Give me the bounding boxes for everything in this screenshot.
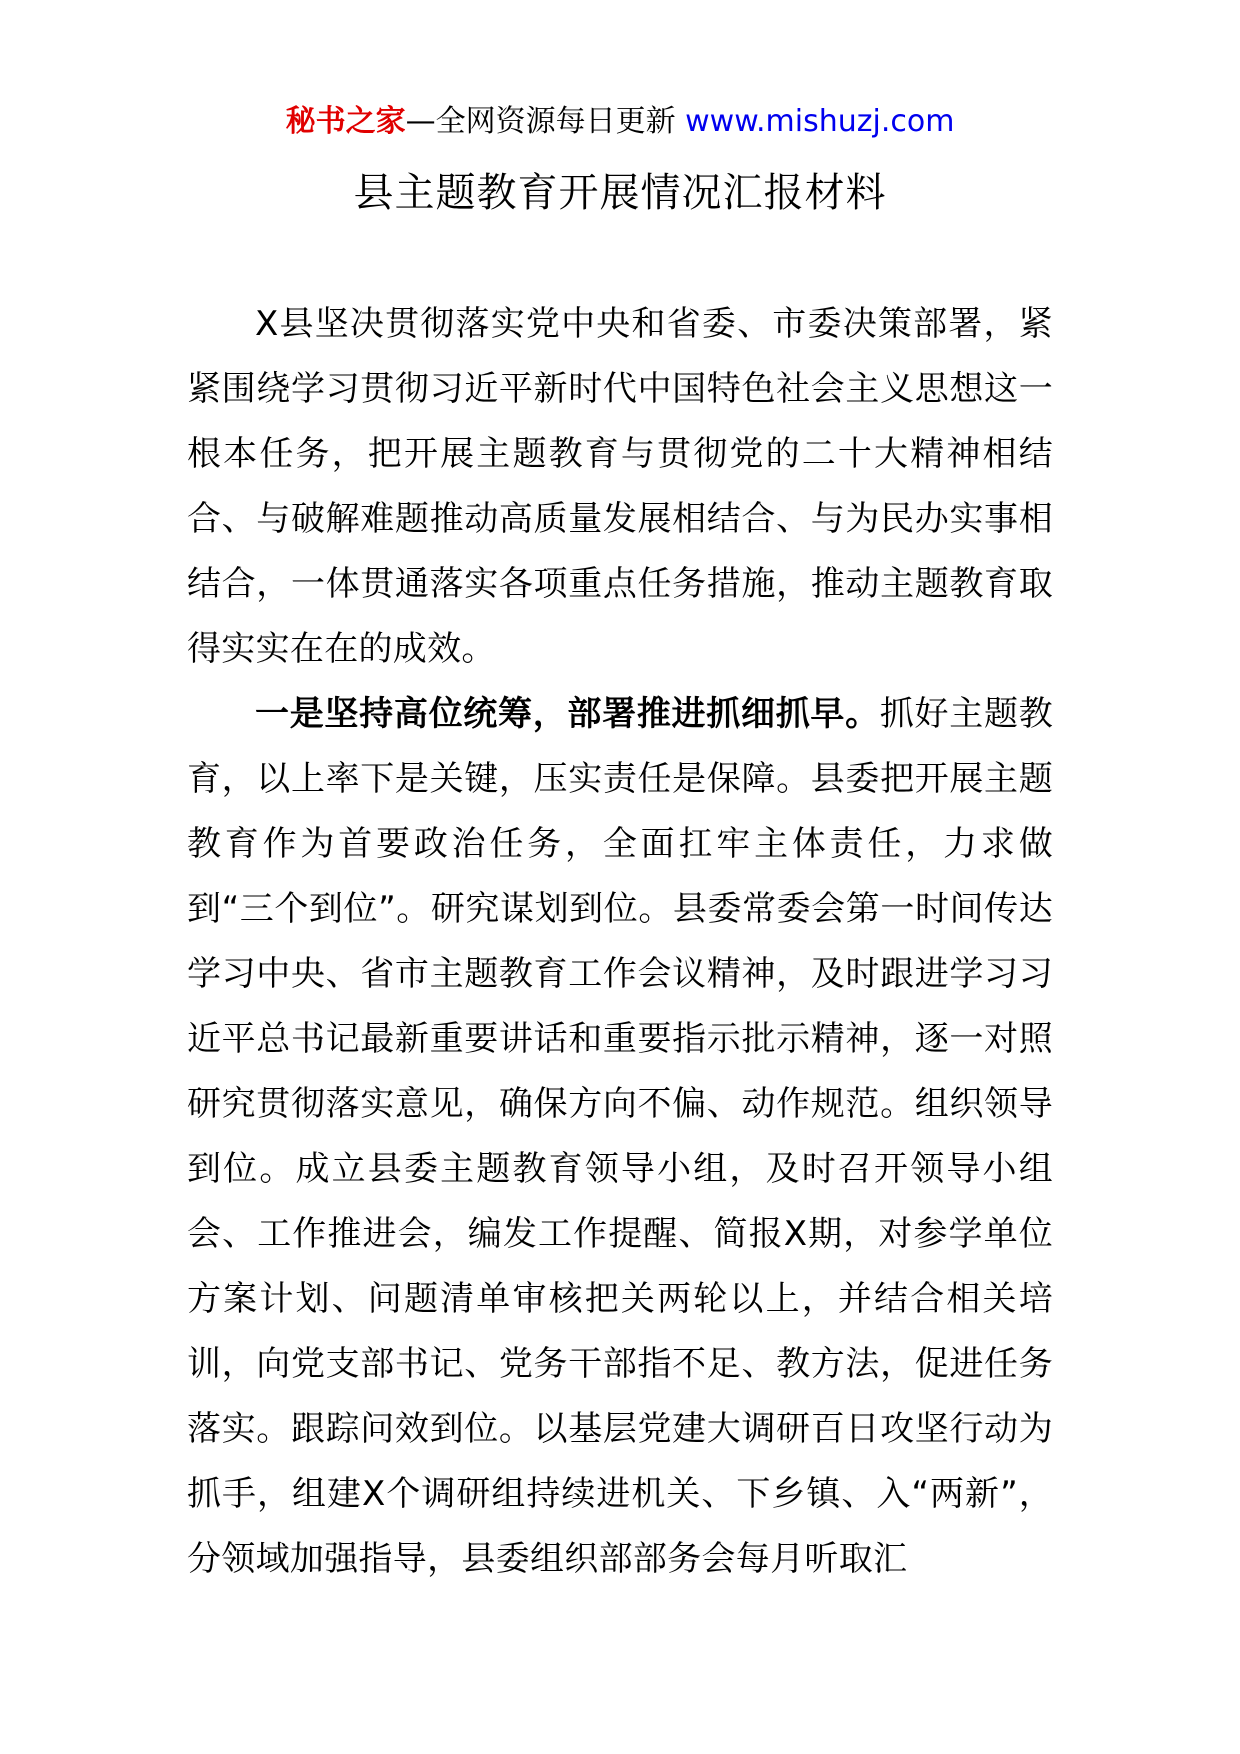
paragraph-text: 抓好主题教育，以上率下是关键，压实责任是保障。县委把开展主题教育作为首要政治任务，全面扛牢主体责任，力求做到“三个到位”。研究谋划到位。县委常委会第一时间传达学习中央、省市主题教育工作会议精神，及时跟进学习习近平总书记最新重要讲话和重要指示批示精神，逐一对照研究贯彻落实意见，确保方向不偏、动作规范。组织领导到位。成立县委主题教育领导小组，及时召开领导小组会、工作推进会，编发工作提醒、简报X期，对参学单位方案计划、问题清单审核把关两轮以上，并结合相关培训，向党支部书记、党务干部指不足、教方法，促进任务落实。跟踪问效到位。以基层党建大调研百日攻坚行动为抓手，组建X个调研组持续进机关、下乡镇、入“两新”，分领域加强指导，县委组织部部务会每月听取汇 bbox=[187, 694, 1053, 1579]
site-header bbox=[0, 100, 1240, 144]
body-paragraph-intro bbox=[187, 292, 1053, 682]
paragraph-text: X县坚决贯彻落实党中央和省委、市委决策部署，紧紧围绕学习贯彻习近平新时代中国特色社会主义思想这一根本任务，把开展主题教育与贯彻党的二十大精神相结合、与破解难题推动高质量发展相结合、与为民办实事相结合，一体贯通落实各项重点任务措施，推动主题教育取得实实在在的成效。 bbox=[187, 304, 1053, 669]
body-paragraph-1 bbox=[187, 682, 1053, 1592]
site-brand: 秘书之家 bbox=[285, 104, 406, 139]
site-url-link[interactable]: www.mishuzj.com bbox=[685, 104, 955, 139]
site-slogan: —全网资源每日更新 bbox=[405, 104, 686, 139]
document-title: 县主题教育开展情况汇报材料 bbox=[353, 170, 887, 216]
paragraph-lead: 一是坚持高位统筹，部署推进抓细抓早。 bbox=[255, 694, 880, 734]
document-body bbox=[187, 292, 1053, 1592]
